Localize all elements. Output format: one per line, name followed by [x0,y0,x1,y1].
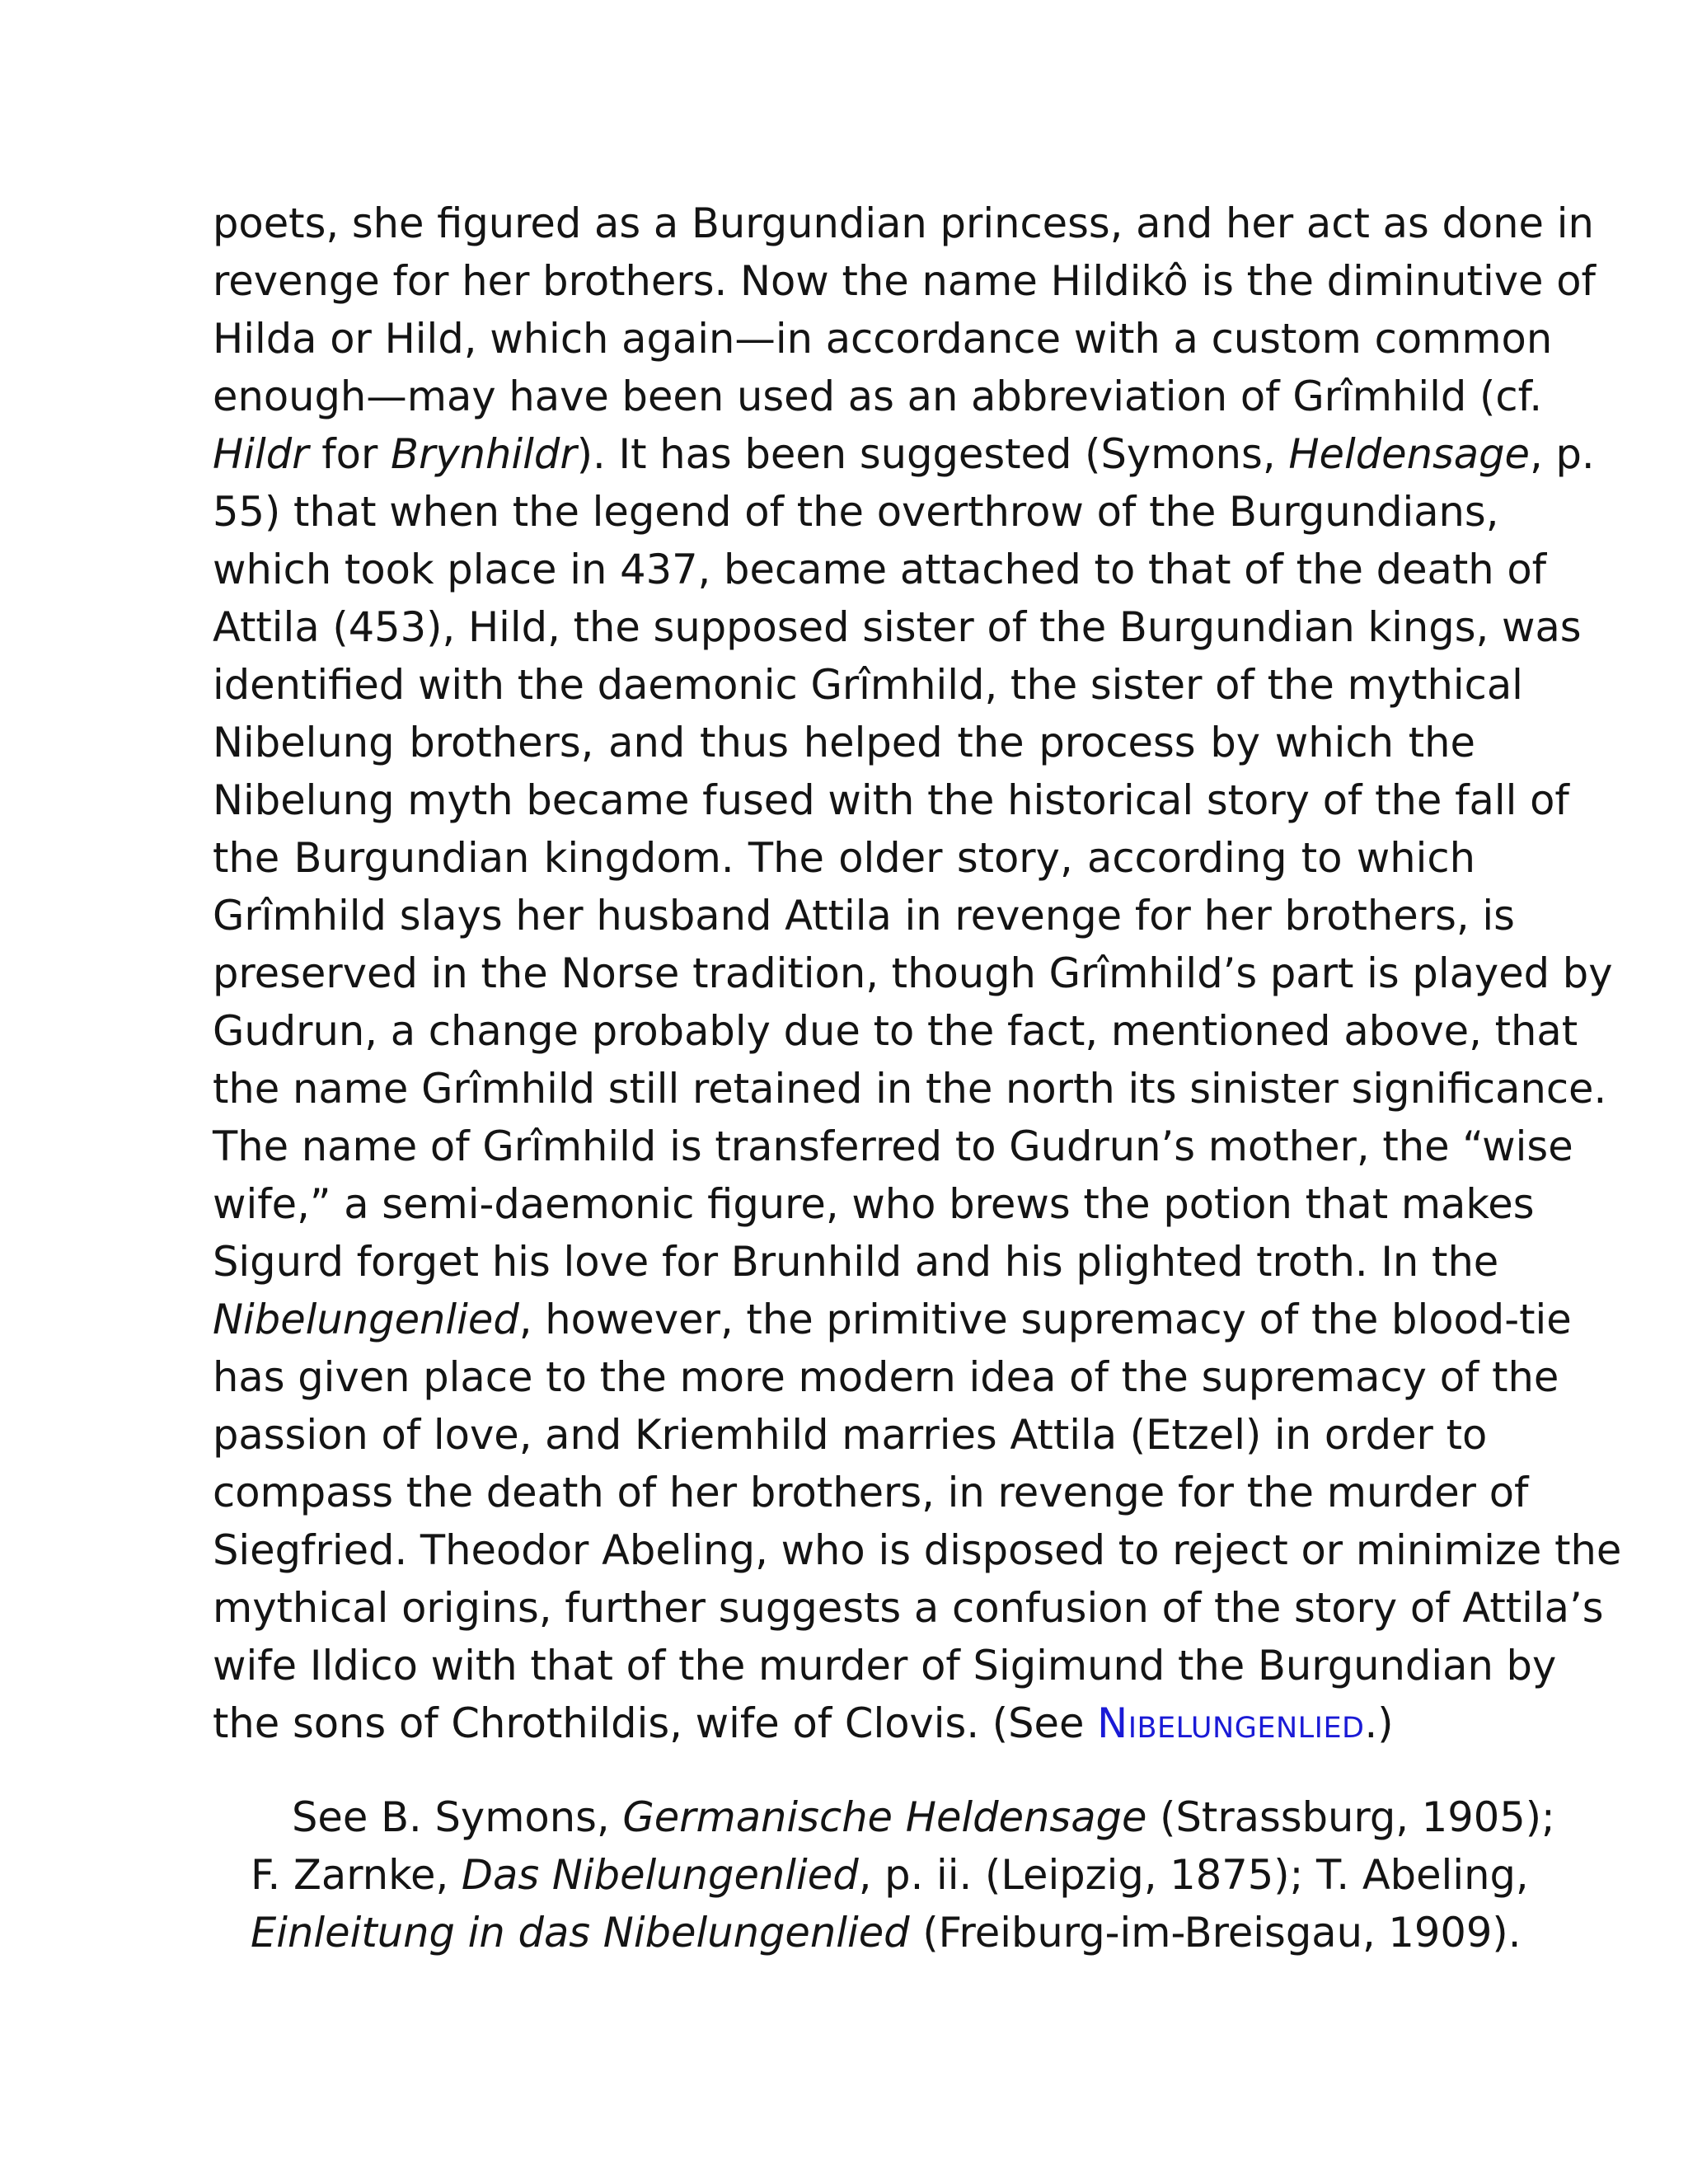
reference-line [213,1904,1522,1961]
text-run: (Strassburg, 1905); [1146,1793,1555,1841]
text-line: Sigurd forget his love for Brunhild and his plighted troth. In the [213,1238,1499,1286]
text-run: .) [1364,1699,1394,1747]
text-line: Gudrun, a change probably due to the fact, mentioned above, that [213,1007,1578,1055]
text-line: Grîmhild slays her husband Attila in revenge for her brothers, is [213,892,1515,940]
italic-title-nibelungenlied: Nibelungenlied [213,1296,519,1343]
text-run: ). It has been suggested (Symons, [576,430,1289,478]
text-line: Hilda or Hild, which again—in accordance with a custom common [213,315,1553,363]
references [213,1788,1555,1961]
text-line: compass the death of her brothers, in revenge for the murder of [213,1469,1529,1516]
text-line: mythical origins, further suggests a confusion of the story of Attila’s [213,1584,1604,1632]
italic-title: Das Nibelungenlied [461,1851,859,1899]
italic-title: Einleitung in das Nibelungenlied [251,1909,910,1957]
text-line: The name of Grîmhild is transferred to Gudrun’s mother, the “wise [213,1122,1573,1170]
text-line: 55) that when the legend of the overthrow of the Burgundians, [213,488,1499,536]
text-line: enough—may have been used as an abbreviation of Grîmhild (cf. [213,373,1543,420]
text-line: which took place in 437, became attached to that of the death of [213,546,1547,593]
text-run: , p. [1530,430,1595,478]
text-line: Siegfried. Theodor Abeling, who is disposed to reject or minimize the [213,1526,1622,1574]
text-line: preserved in the Norse tradition, though Grîmhild’s part is played by [213,949,1613,997]
text-line: revenge for her brothers. Now the name Hildikô is the diminutive of [213,257,1596,305]
text-run: F. Zarnke, [251,1851,462,1899]
text-run: for [308,430,392,478]
text-line: the Burgundian kingdom. The older story, according to which [213,834,1475,882]
text-run: the sons of Chrothildis, wife of Clovis. (See [213,1699,1098,1747]
italic-title-hildr: Hildr [213,430,309,478]
text-line: has given place to the more modern idea of the supremacy of the [213,1353,1559,1401]
text-line: Nibelung myth became fused with the historical story of the fall of [213,776,1569,824]
text-line: identified with the daemonic Grîmhild, the sister of the mythical [213,661,1523,709]
italic-title: Germanische Heldensage [622,1793,1147,1841]
text-line [213,1694,1475,1752]
text-line: passion of love, and Kriemhild marries Attila (Etzel) in order to [213,1411,1488,1459]
text-run: See B. Symons, [292,1793,623,1841]
article-body [213,194,1622,1752]
text-run: , p. ii. (Leipzig, 1875); T. Abeling, [858,1851,1529,1899]
nibelungenlied-link[interactable]: Nibelungenlied [1097,1699,1365,1747]
text-run: (Freiburg-im-Breisgau, 1909). [909,1909,1522,1957]
text-line: the name Grîmhild still retained in the north its sinister significance. [213,1065,1607,1113]
text-line [213,1291,1572,1348]
text-line: Nibelung brothers, and thus helped the process by which the [213,719,1475,766]
reference-line [213,1846,1529,1904]
text-run: , however, the primitive supremacy of the blood-tie [518,1296,1572,1343]
text-line: wife,” a semi-daemonic figure, who brews the potion that makes [213,1180,1535,1228]
text-line [213,425,1595,483]
text-line: wife Ildico with that of the murder of Sigimund the Burgundian by [213,1642,1557,1690]
reference-line [213,1788,1555,1846]
text-line: poets, she figured as a Burgundian princess, and her act as done in [213,199,1594,247]
italic-title-heldensage: Heldensage [1288,430,1530,478]
italic-title-brynhildr: Brynhildr [391,430,577,478]
text-line: Attila (453), Hild, the supposed sister of the Burgundian kings, was [213,603,1582,651]
